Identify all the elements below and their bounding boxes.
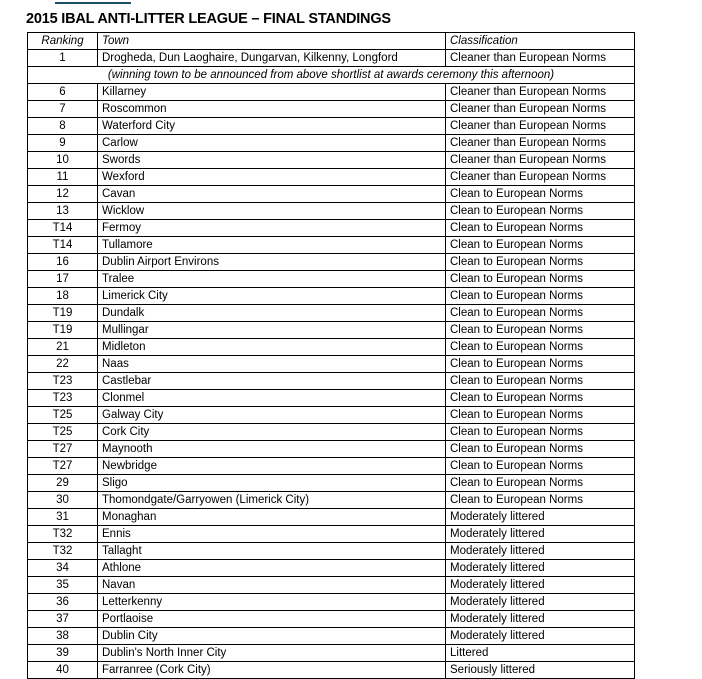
cell-classification: Clean to European Norms (446, 475, 635, 492)
cell-town: Cork City (98, 424, 446, 441)
top-divider-rule (55, 2, 131, 4)
cell-town: Carlow (98, 135, 446, 152)
table-row (28, 475, 635, 492)
cell-classification: Clean to European Norms (446, 254, 635, 271)
table-row (28, 424, 635, 441)
cell-ranking: T19 (28, 305, 98, 322)
cell-town: Drogheda, Dun Laoghaire, Dungarvan, Kilkenny, Longford (98, 50, 446, 67)
cell-ranking: T23 (28, 373, 98, 390)
table-row (28, 50, 635, 67)
cell-ranking: 17 (28, 271, 98, 288)
cell-classification: Moderately littered (446, 611, 635, 628)
cell-ranking: T32 (28, 543, 98, 560)
cell-ranking: 37 (28, 611, 98, 628)
table-row (28, 118, 635, 135)
table-row (28, 441, 635, 458)
cell-town: Tallaght (98, 543, 446, 560)
shortlist-note-row (28, 67, 635, 84)
table-row (28, 560, 635, 577)
table-row (28, 237, 635, 254)
cell-classification: Clean to European Norms (446, 186, 635, 203)
cell-ranking: 30 (28, 492, 98, 509)
cell-classification: Clean to European Norms (446, 305, 635, 322)
cell-classification: Clean to European Norms (446, 458, 635, 475)
table-row (28, 101, 635, 118)
table-row (28, 611, 635, 628)
table-row (28, 407, 635, 424)
page-title: 2015 IBAL ANTI-LITTER LEAGUE – FINAL STANDINGS (26, 11, 391, 27)
cell-town: Navan (98, 577, 446, 594)
cell-classification: Cleaner than European Norms (446, 50, 635, 67)
cell-town: Monaghan (98, 509, 446, 526)
cell-ranking: 38 (28, 628, 98, 645)
cell-town: Swords (98, 152, 446, 169)
cell-classification: Cleaner than European Norms (446, 84, 635, 101)
cell-town: Dublin's North Inner City (98, 645, 446, 662)
table-row (28, 373, 635, 390)
cell-ranking: T27 (28, 441, 98, 458)
cell-town: Cavan (98, 186, 446, 203)
cell-town: Tullamore (98, 237, 446, 254)
cell-ranking: 12 (28, 186, 98, 203)
cell-classification: Clean to European Norms (446, 339, 635, 356)
column-header-town: Town (98, 33, 446, 50)
cell-classification: Clean to European Norms (446, 407, 635, 424)
cell-town: Galway City (98, 407, 446, 424)
cell-classification: Clean to European Norms (446, 237, 635, 254)
cell-town: Clonmel (98, 390, 446, 407)
table-row (28, 509, 635, 526)
cell-town: Sligo (98, 475, 446, 492)
cell-ranking: T25 (28, 407, 98, 424)
cell-classification: Clean to European Norms (446, 203, 635, 220)
cell-classification: Clean to European Norms (446, 220, 635, 237)
cell-town: Maynooth (98, 441, 446, 458)
table-header (28, 33, 635, 50)
cell-classification: Clean to European Norms (446, 390, 635, 407)
cell-town: Portlaoise (98, 611, 446, 628)
cell-classification: Clean to European Norms (446, 373, 635, 390)
cell-town: Dublin City (98, 628, 446, 645)
cell-ranking: 40 (28, 662, 98, 679)
cell-ranking: 34 (28, 560, 98, 577)
table-row (28, 135, 635, 152)
cell-ranking: T19 (28, 322, 98, 339)
cell-town: Dundalk (98, 305, 446, 322)
table-body (28, 50, 635, 679)
table-row (28, 526, 635, 543)
cell-town: Newbridge (98, 458, 446, 475)
cell-classification: Cleaner than European Norms (446, 135, 635, 152)
table-row (28, 645, 635, 662)
cell-classification: Moderately littered (446, 577, 635, 594)
table-row (28, 543, 635, 560)
cell-classification: Moderately littered (446, 628, 635, 645)
table-row (28, 305, 635, 322)
cell-classification: Clean to European Norms (446, 441, 635, 458)
table-row (28, 628, 635, 645)
table-row (28, 577, 635, 594)
cell-classification: Cleaner than European Norms (446, 118, 635, 135)
cell-classification: Seriously littered (446, 662, 635, 679)
cell-town: Waterford City (98, 118, 446, 135)
cell-town: Wexford (98, 169, 446, 186)
standings-table (27, 32, 635, 679)
cell-ranking: T14 (28, 220, 98, 237)
table-row (28, 84, 635, 101)
cell-ranking: 16 (28, 254, 98, 271)
cell-town: Naas (98, 356, 446, 373)
cell-classification: Moderately littered (446, 594, 635, 611)
cell-ranking: 6 (28, 84, 98, 101)
cell-ranking: 36 (28, 594, 98, 611)
cell-town: Roscommon (98, 101, 446, 118)
cell-ranking: 8 (28, 118, 98, 135)
table-row (28, 288, 635, 305)
table-row (28, 203, 635, 220)
table-row (28, 152, 635, 169)
cell-ranking: 9 (28, 135, 98, 152)
cell-town: Dublin Airport Environs (98, 254, 446, 271)
table-row (28, 220, 635, 237)
column-header-classification: Classification (446, 33, 635, 50)
cell-classification: Littered (446, 645, 635, 662)
cell-ranking: 35 (28, 577, 98, 594)
cell-town: Limerick City (98, 288, 446, 305)
cell-town: Midleton (98, 339, 446, 356)
cell-classification: Clean to European Norms (446, 271, 635, 288)
cell-ranking: 1 (28, 50, 98, 67)
cell-classification: Clean to European Norms (446, 424, 635, 441)
table-row (28, 356, 635, 373)
cell-classification: Clean to European Norms (446, 356, 635, 373)
cell-ranking: T14 (28, 237, 98, 254)
cell-town: Letterkenny (98, 594, 446, 611)
cell-ranking: T27 (28, 458, 98, 475)
cell-ranking: 13 (28, 203, 98, 220)
cell-ranking: 10 (28, 152, 98, 169)
column-header-ranking: Ranking (28, 33, 98, 50)
table-row (28, 254, 635, 271)
cell-ranking: 11 (28, 169, 98, 186)
cell-classification: Clean to European Norms (446, 288, 635, 305)
cell-classification: Moderately littered (446, 560, 635, 577)
cell-classification: Clean to European Norms (446, 322, 635, 339)
cell-town: Thomondgate/Garryowen (Limerick City) (98, 492, 446, 509)
table-header-row (28, 33, 635, 50)
cell-ranking: 31 (28, 509, 98, 526)
table-row (28, 322, 635, 339)
cell-town: Killarney (98, 84, 446, 101)
cell-ranking: 29 (28, 475, 98, 492)
table-row (28, 662, 635, 679)
cell-town: Mullingar (98, 322, 446, 339)
cell-classification: Clean to European Norms (446, 492, 635, 509)
table-row (28, 169, 635, 186)
cell-town: Farranree (Cork City) (98, 662, 446, 679)
cell-ranking: 22 (28, 356, 98, 373)
table-row (28, 390, 635, 407)
table-row (28, 271, 635, 288)
cell-classification: Moderately littered (446, 509, 635, 526)
cell-classification: Cleaner than European Norms (446, 169, 635, 186)
cell-ranking: T25 (28, 424, 98, 441)
cell-ranking: 39 (28, 645, 98, 662)
cell-classification: Moderately littered (446, 526, 635, 543)
cell-town: Castlebar (98, 373, 446, 390)
cell-ranking: T32 (28, 526, 98, 543)
cell-ranking: 21 (28, 339, 98, 356)
cell-town: Ennis (98, 526, 446, 543)
cell-town: Wicklow (98, 203, 446, 220)
cell-town: Fermoy (98, 220, 446, 237)
cell-town: Athlone (98, 560, 446, 577)
cell-classification: Cleaner than European Norms (446, 152, 635, 169)
cell-ranking: T23 (28, 390, 98, 407)
table-row (28, 186, 635, 203)
shortlist-note-text: (winning town to be announced from above shortlist at awards ceremony this afternoon) (28, 67, 635, 84)
table-row (28, 594, 635, 611)
cell-classification: Cleaner than European Norms (446, 101, 635, 118)
table-row (28, 339, 635, 356)
cell-ranking: 18 (28, 288, 98, 305)
cell-classification: Moderately littered (446, 543, 635, 560)
cell-ranking: 7 (28, 101, 98, 118)
cell-town: Tralee (98, 271, 446, 288)
table-row (28, 458, 635, 475)
table-row (28, 492, 635, 509)
